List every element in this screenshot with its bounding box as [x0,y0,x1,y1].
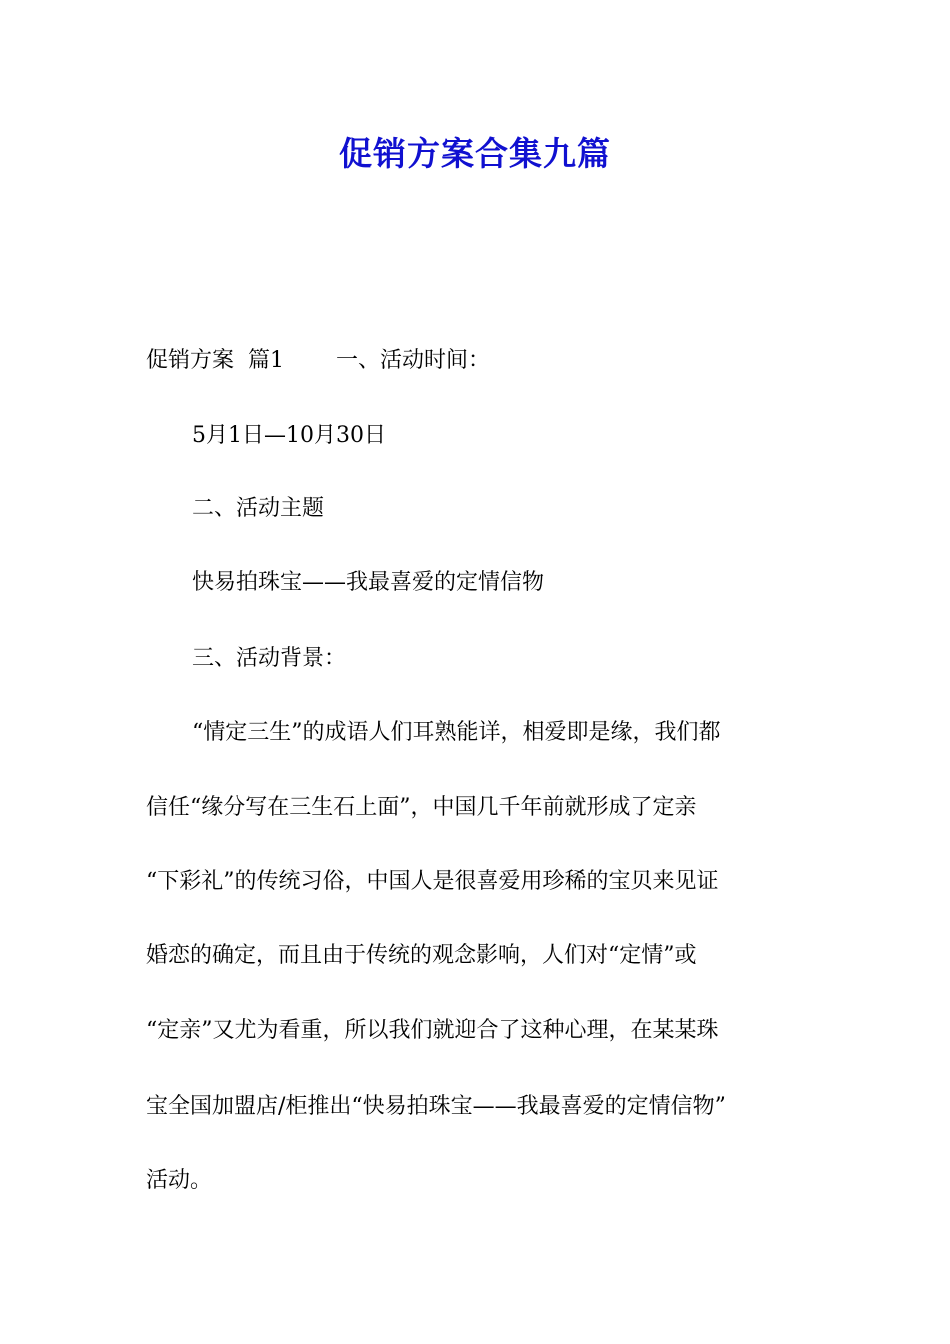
background-line-5: “定亲”又尤为看重，所以我们就迎合了这种心理，在某某珠 [146,1018,719,1043]
background-line-6: 宝全国加盟店/柜推出“快易拍珠宝——我最喜爱的定情信物” [146,1094,726,1119]
background-line-4: 婚恋的确定，而且由于传统的观念影响，人们对“定情”或 [146,943,697,968]
background-line-7: 活动。 [146,1168,213,1193]
item1-value: 5月1日—10月30日 [192,423,386,448]
background-line-3: “下彩礼”的传统习俗，中国人是很喜爱用珍稀的宝贝来见证 [146,869,719,894]
document-title: 促销方案合集九篇 [339,134,611,173]
section-heading-row [146,346,490,376]
item3-heading: 三、活动背景： [192,646,347,671]
background-line-2: 信任“缘分写在三生石上面”，中国几千年前就形成了定亲 [146,795,697,820]
item2-value: 快易拍珠宝——我最喜爱的定情信物 [192,570,545,595]
background-line-1: “情定三生”的成语人们耳熟能详，相爱即是缘，我们都 [192,720,721,745]
item2-heading: 二、活动主题 [192,496,325,521]
section-heading: 促销方案 篇1 [146,348,284,373]
item1-heading: 一、活动时间： [335,348,490,373]
